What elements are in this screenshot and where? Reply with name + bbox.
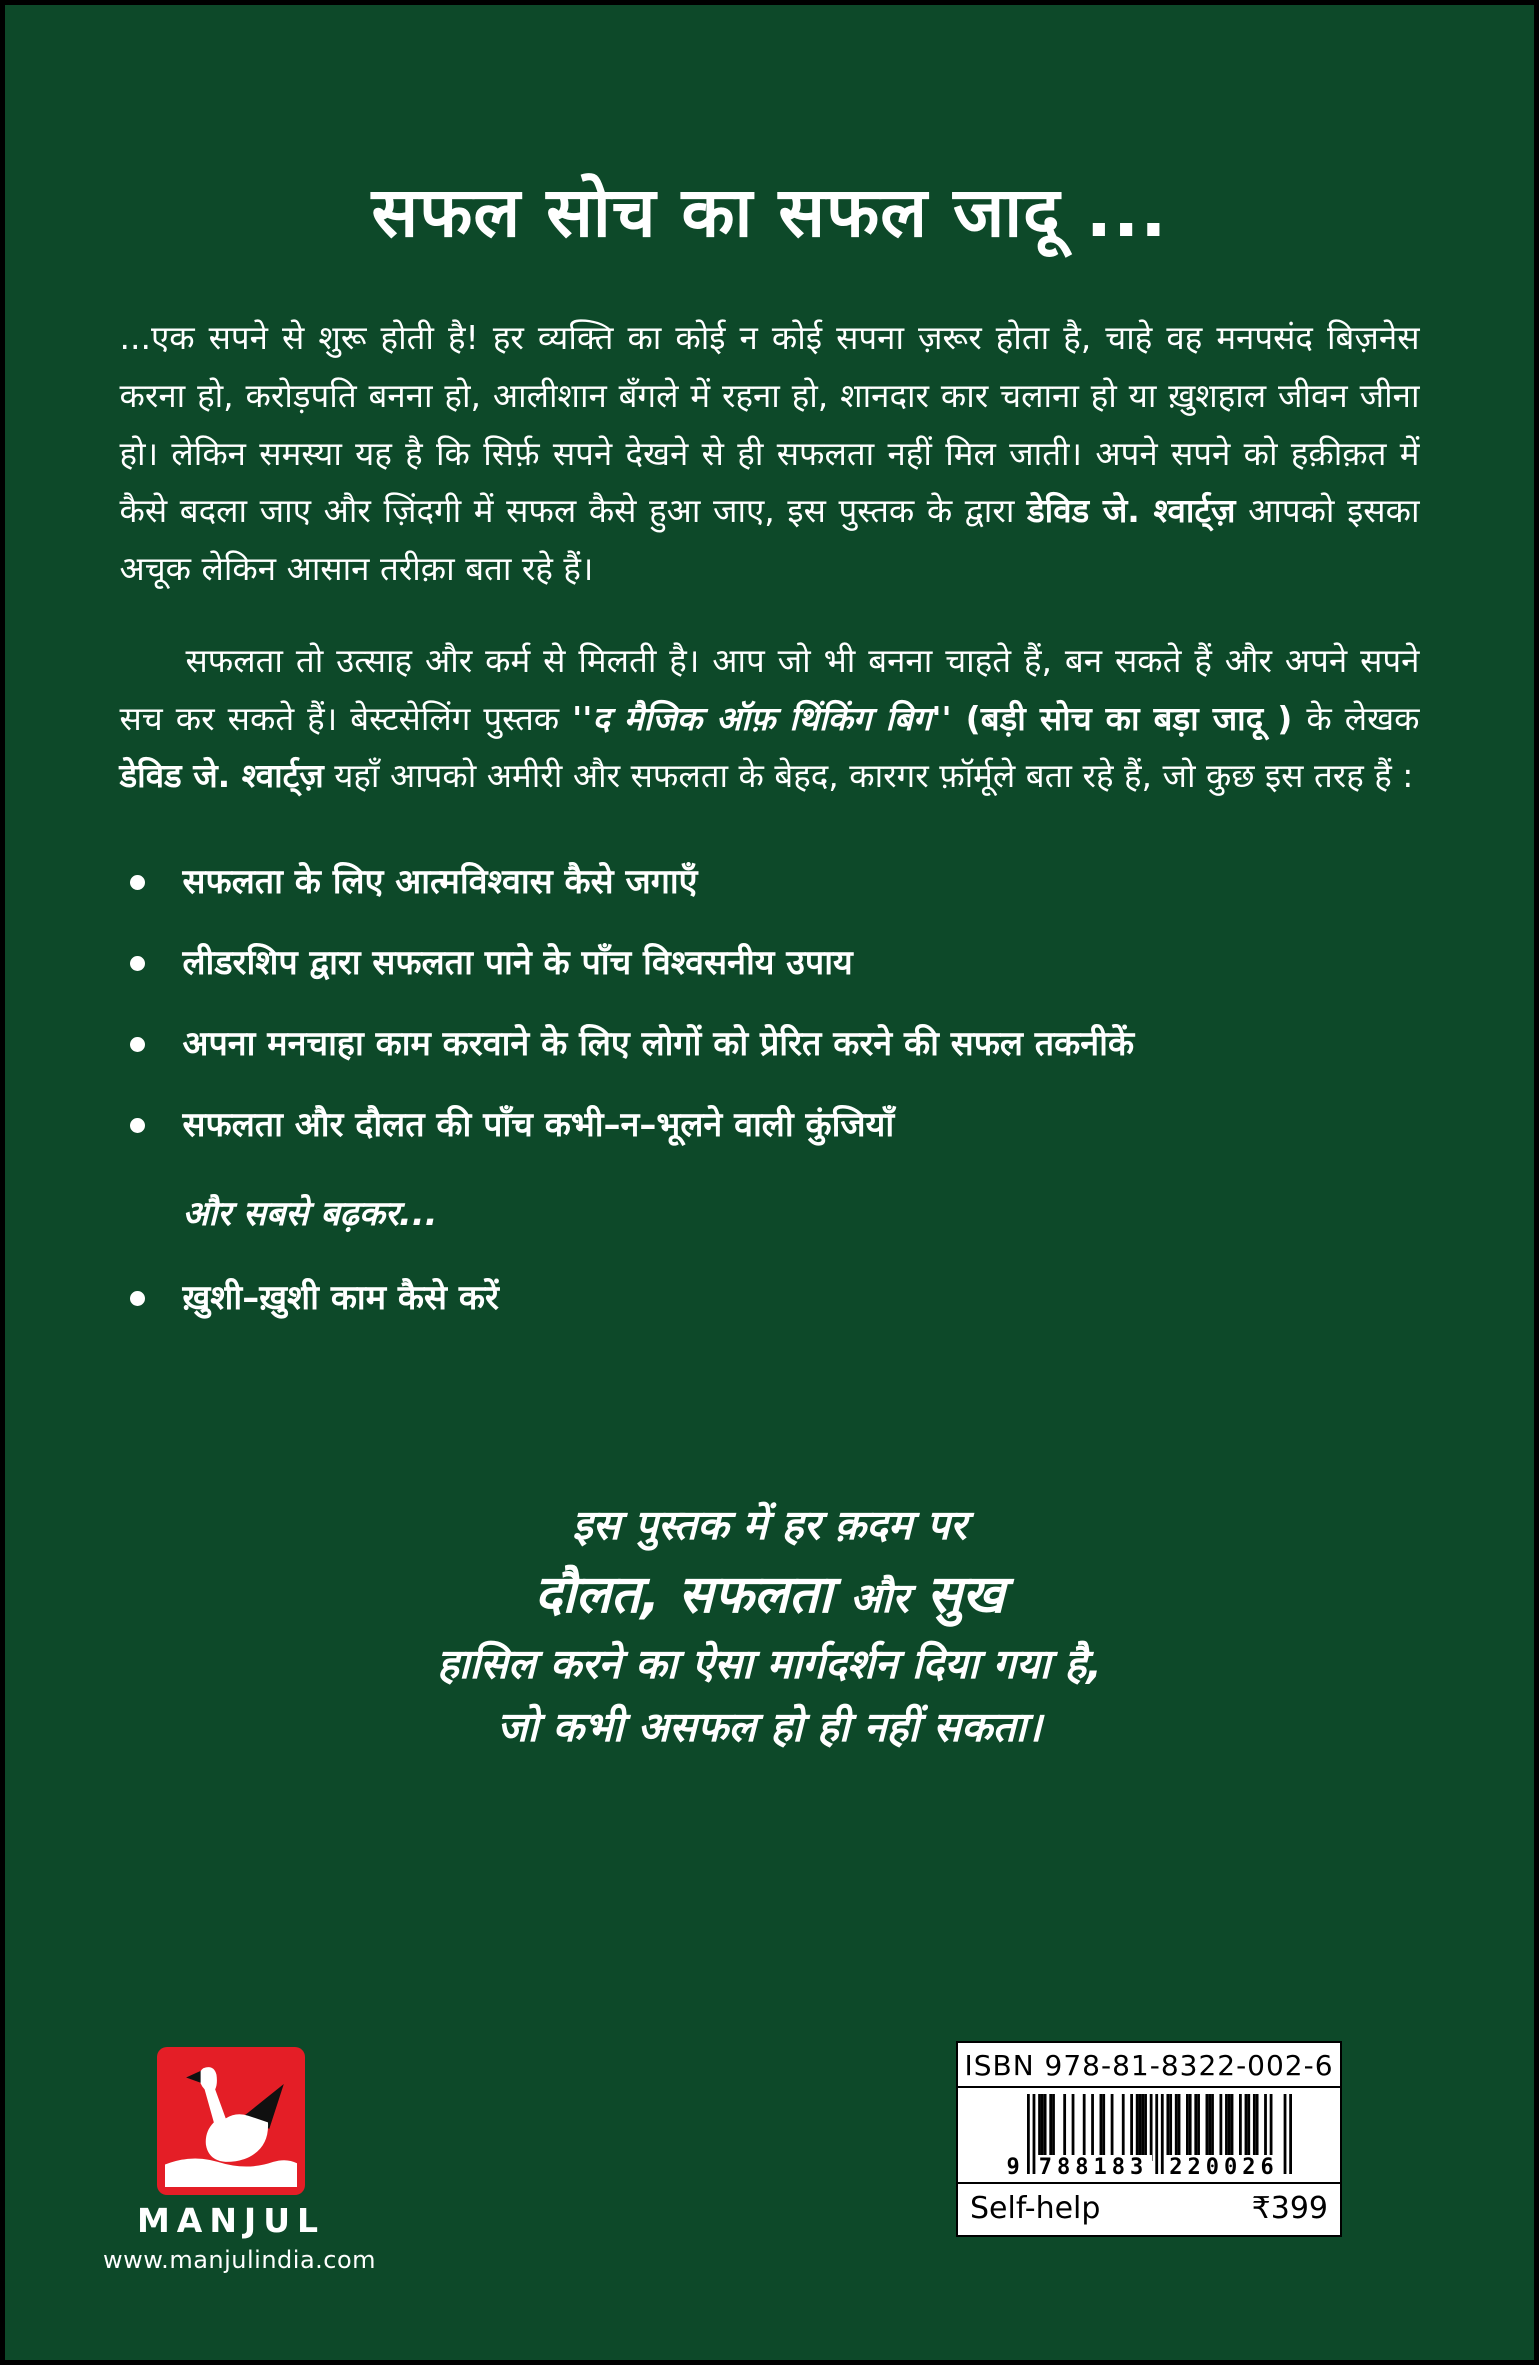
bullet-dot-icon [130,875,145,890]
isbn-number: ISBN 978-81-8322-002-6 [958,2043,1340,2088]
author-name: डेविड जे. श्वार्ट्ज़ [119,756,324,796]
about-paragraph [120,632,1420,805]
feature-list [120,857,1420,1324]
bullet-dot-icon [130,1291,145,1306]
swan-icon [165,2055,297,2187]
promo-line-2 [120,1558,1420,1633]
author-name: डेविड जे. श्वार्ट्ज़ [1027,491,1236,531]
headline: सफल सोच का सफल जादू ... [371,173,1168,253]
publisher-name: MANJUL [136,2201,326,2240]
feature-item [130,938,1420,989]
publisher-website: www.manjulindia.com [103,2246,377,2274]
feature-text: ख़ुशी–ख़ुशी काम कैसे करें [182,1278,499,1318]
intro-text: ...एक सपने से शुरू होती है! हर व्यक्ति का कोई न कोई सपना ज़रूर होता है, चाहे वह मनपसंद बिज़नेस करना हो, करोड़पति बनना हो, आलीशान बँगले में रहना हो, शानदार कार चलाना हो या ख़ुशहाल जीवन जीना हो। लेकिन समस्या यह है कि सिर्फ़ सपने देखने से ही सफलता नहीं मिल जाती। अपने सपने को हक़ीक़त में कैसे बदला जाए और ज़िंदगी में सफल कैसे हुआ जाए, इस पुस्तक के द्वारा [119,318,1420,531]
feature-item [130,1019,1420,1070]
feature-text: सफलता के लिए आत्मविश्वास कैसे जगाएँ [182,862,698,902]
promo-line-3: हासिल करने का ऐसा मार्गदर्शन दिया गया है, [437,1639,1102,1688]
promo-connector: और [850,1573,909,1622]
about-text: सफलता तो उत्साह और कर्म से मिलती है। आप जो भी बनना चाहते हैं, बन सकते हैं और अपने सपने सच कर सकते हैं। बेस्टसेलिंग पुस्तक [119,640,1420,738]
bullet-dot-icon [130,1118,145,1133]
price-label: ₹399 [1251,2191,1328,2226]
manjul-logo [157,2047,305,2195]
promo-keyword: दौलत, सफलता [534,1564,851,1625]
intro-text-end: आपको इसका अचूक लेकिन आसान तरीक़ा बता रहे हैं। [119,491,1420,588]
isbn-bottom-row [958,2182,1340,2235]
intro-paragraph [120,309,1420,598]
feature-text: सफलता और दौलत की पाँच कभी–न–भूलने वाली कुंजियाँ [182,1105,895,1145]
promo-line-1: इस पुस्तक में हर क़दम पर [572,1501,967,1549]
isbn-panel [956,2041,1342,2237]
book-title-hindi: (बड़ी सोच का बड़ा जादू ) [951,698,1307,738]
feature-item [130,1100,1420,1151]
promo-line-4: जो कभी असफल हो ही नहीं सकता। [497,1703,1042,1752]
bullet-dot-icon [130,1037,145,1052]
feature-text: अपना मनचाहा काम करवाने के लिए लोगों को प्रेरित करने की सफल तकनीकें [182,1024,1135,1064]
about-text-end: यहाँ आपको अमीरी और सफलता के बेहद, कारगर फ़ॉर्मूले बता रहे हैं, जो कुछ इस तरह हैं : [323,756,1414,796]
barcode-digit-group-1: 788183 [1036,2155,1152,2180]
bullet-dot-icon [130,956,145,971]
promo-keyword: सुख [908,1564,1005,1625]
feature-text: लीडरशिप द्वारा सफलता पाने के पाँच विश्वसनीय उपाय [182,943,853,983]
feature-item [130,857,1420,908]
publisher-block [103,2047,377,2274]
category-label: Self-help [970,2191,1101,2226]
barcode [1007,2094,1292,2180]
barcode-digit-group-2: 220026 [1166,2155,1283,2180]
about-text-mid: के लेखक [1306,698,1420,738]
content-column [120,309,1420,1760]
book-title-english: ''द मैजिक ऑफ़ थिंकिंग बिग'' [572,698,952,738]
feature-interstitial: और सबसे बढ़कर... [182,1194,438,1234]
feature-item [130,1273,1420,1324]
promo-block [120,1494,1420,1760]
barcode-digit-left: 9 [1006,2155,1020,2180]
